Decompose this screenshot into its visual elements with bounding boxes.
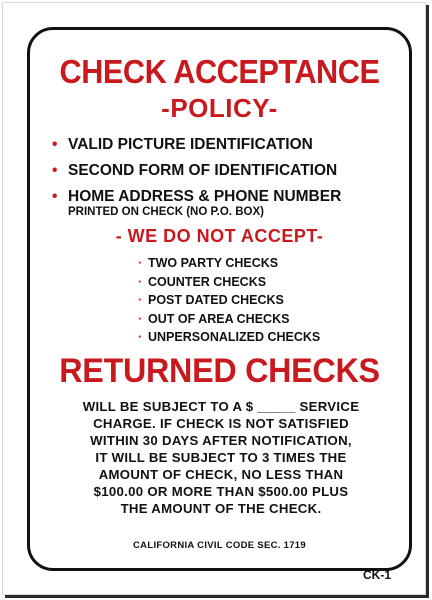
requirement-item [52,161,341,180]
sign-subtitle: -POLICY- [161,93,278,123]
legal-code-citation: CALIFORNIA CIVIL CODE SEC. 1719 [133,540,306,551]
not-accepted-item [138,328,320,347]
not-accepted-item [138,273,320,292]
not-accepted-list [138,254,320,347]
requirement-subtext: PRINTED ON CHECK (NO P.O. BOX) [68,206,264,218]
not-accept-heading: - WE DO NOT ACCEPT- [115,226,324,246]
small-bullet-icon: · [138,330,143,344]
requirement-text: HOME ADDRESS & PHONE NUMBER [68,188,342,205]
not-accepted-item [138,310,320,329]
check-policy-sign [2,2,426,595]
small-bullet-icon: · [138,293,143,307]
requirement-item [52,187,341,218]
paragraph-line: THE AMOUNT OF THE CHECK. [120,501,322,516]
bullet-icon: • [52,188,58,205]
requirement-text: SECOND FORM OF IDENTIFICATION [68,162,338,179]
sign-title: CHECK ACCEPTANCE [59,53,380,90]
not-accepted-text: UNPERSONALIZED CHECKS [148,330,321,344]
requirement-text: VALID PICTURE IDENTIFICATION [68,136,313,153]
paragraph-line: AMOUNT OF CHECK, NO LESS THAN [98,467,344,482]
not-accepted-item [138,291,320,310]
requirements-list [52,135,341,225]
not-accepted-text: TWO PARTY CHECKS [148,256,279,270]
paragraph-line: IT WILL BE SUBJECT TO 3 TIMES THE [95,450,347,465]
requirement-item [52,135,341,154]
not-accepted-text: OUT OF AREA CHECKS [148,311,290,326]
paragraph-line: $100.00 OR MORE THAN $500.00 PLUS [93,484,349,499]
not-accepted-item [138,254,320,273]
small-bullet-icon: · [138,311,143,326]
small-bullet-icon: · [138,274,143,289]
returned-checks-paragraph [40,398,402,517]
paragraph-line: WILL BE SUBJECT TO A $ _____ SERVICE [82,399,360,414]
bullet-icon: • [52,162,58,179]
small-bullet-icon: · [138,256,143,270]
returned-checks-heading: RETURNED CHECKS [59,352,380,390]
paragraph-line: CHARGE. IF CHECK IS NOT SATISFIED [93,416,349,431]
paragraph-line: WITHIN 30 DAYS AFTER NOTIFICATION, [90,433,352,448]
sign-border-frame [27,27,412,571]
product-code: CK-1 [362,568,391,582]
bullet-icon: • [52,136,58,153]
not-accepted-text: POST DATED CHECKS [148,293,284,307]
not-accepted-text: COUNTER CHECKS [148,274,267,289]
